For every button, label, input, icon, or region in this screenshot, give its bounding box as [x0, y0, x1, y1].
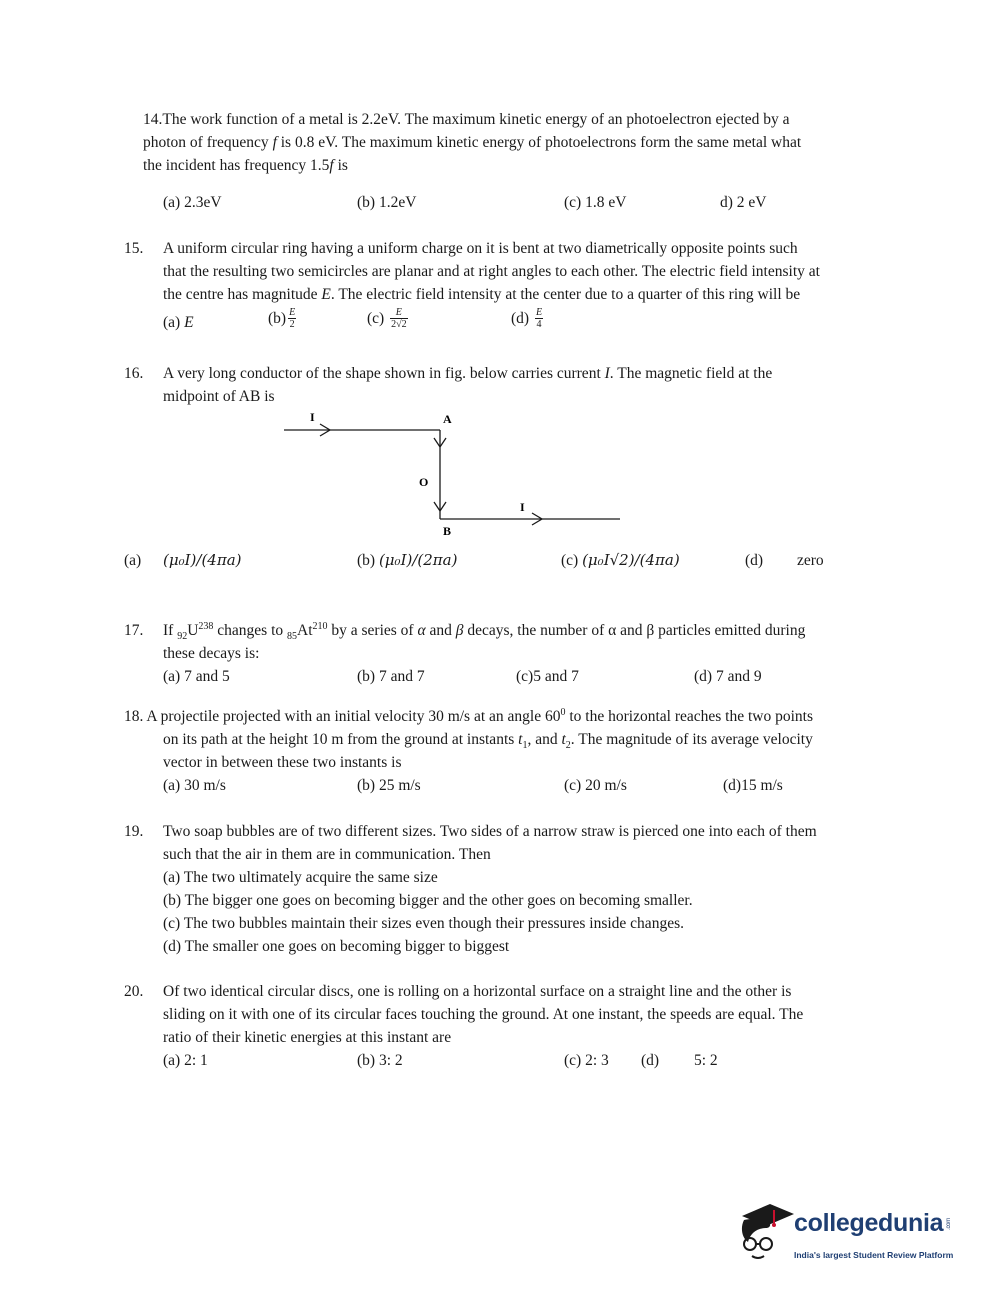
q16-line2: midpoint of AB is [163, 388, 275, 405]
t1-symbol: t [518, 731, 523, 748]
label-O: O [419, 475, 429, 489]
q16-option-c [561, 549, 680, 572]
q16-I: I [604, 365, 610, 382]
q20-option-d: 5: 2 [694, 1052, 718, 1069]
q14-text: photon of frequency [143, 134, 273, 151]
q16-conductor-figure [280, 405, 630, 540]
option-value: (μ₀I)/(2πa) [378, 551, 458, 569]
q14-f: f [272, 134, 277, 151]
collegedunia-logo [736, 1196, 966, 1266]
q18-option-b: (b) 25 m/s [357, 777, 421, 794]
option-label: (b) [268, 309, 287, 327]
t2-symbol: t [561, 731, 566, 748]
q17-line1 [163, 619, 805, 642]
q14-text: is [333, 157, 348, 174]
q17-line2: these decays is: [163, 645, 260, 662]
q20-line2: sliding on it with one of its circular faces touching the ground. At one instant, the speeds are equal. The [163, 1006, 804, 1023]
alpha-symbol: α [417, 622, 426, 639]
q17-option-d: (d) 7 and 9 [694, 668, 762, 685]
uranium-atomic-number: 92 [177, 631, 188, 643]
q16-text: A very long conductor of the shape shown in fig. below carries current [163, 365, 605, 382]
q16-option-d-label: (d) [745, 552, 764, 569]
q19-option-c: (c) The two bubbles maintain their sizes even though their pressures inside changes. [163, 915, 684, 932]
q18-text: to the horizontal reaches the two points [565, 708, 813, 725]
t1-subscript: 1 [522, 740, 528, 752]
uranium-mass-number: 238 [198, 620, 214, 632]
q18-text: 18. A projectile projected with an initial velocity 30 m/s at an angle 60 [124, 708, 561, 725]
option-value: (μ₀I√2)/(4πa) [582, 551, 680, 569]
q14-option-a: (a) 2.3eV [163, 194, 222, 211]
q20-line1: Of two identical circular discs, one is rolling on a horizontal surface on a straight line and the other is [163, 983, 792, 1000]
q15-E: E [321, 286, 331, 303]
q14-option-d: d) 2 eV [720, 194, 767, 211]
fraction [288, 307, 296, 330]
q15-text: . The electric field intensity at the center due to a quarter of this ring will be [330, 286, 801, 303]
q16-option-b [357, 549, 457, 572]
option-label: (a) [163, 314, 185, 331]
q14-line3 [143, 154, 348, 177]
denominator: 4 [536, 318, 542, 330]
q15-line3 [163, 283, 800, 306]
q19-option-a: (a) The two ultimately acquire the same size [163, 869, 438, 886]
q18-option-a: (a) 30 m/s [163, 777, 226, 794]
option-label: (d) [511, 309, 533, 327]
label-I-bottom: I [520, 500, 525, 514]
q15-option-a [163, 311, 194, 334]
astatine-atomic-number: 85 [287, 631, 298, 643]
option-label: (b) [357, 552, 379, 569]
q16-option-a: (μ₀I)/(4πa) [163, 551, 242, 569]
q17-text: If [163, 622, 178, 639]
fraction [390, 307, 408, 330]
q15-number: 15. [124, 240, 144, 257]
q20-option-c: (c) 2: 3 [564, 1052, 609, 1069]
q20-line3: ratio of their kinetic energies at this instant are [163, 1029, 452, 1046]
q14-f: f [329, 157, 334, 174]
q17-text: changes to [213, 622, 288, 639]
student-mascot-icon [736, 1200, 794, 1262]
q19-line2: such that the air in them are in communication. Then [163, 846, 491, 863]
logo-wordmark [794, 1209, 955, 1238]
astatine-mass-number: 210 [312, 620, 328, 632]
q19-line1: Two soap bubbles are of two different sizes. Two sides of a narrow straw is pierced one into each of them [163, 823, 817, 840]
q17-text: by a series of [327, 622, 418, 639]
q14-line1: 14.The work function of a metal is 2.2eV. The maximum kinetic energy of an photoelectron ejected by a [143, 111, 790, 128]
denominator: 2√2 [391, 318, 407, 330]
q15-option-b [268, 306, 296, 330]
option-label: (c) [367, 309, 389, 327]
logo-tagline: India's largest Student Review Platform [794, 1250, 954, 1260]
q19-number: 19. [124, 823, 144, 840]
q20-option-d-label: (d) [641, 1052, 660, 1069]
q19-option-b: (b) The bigger one goes on becoming bigger and the other goes on becoming smaller. [163, 892, 693, 909]
q18-line2 [163, 728, 813, 751]
beta-symbol: β [455, 622, 464, 639]
q20-number: 20. [124, 983, 144, 1000]
q18-line3: vector in between these two instants is [163, 754, 402, 771]
q15-line1: A uniform circular ring having a uniform charge on it is bent at two diametrically opposite points such [163, 240, 798, 257]
label-A: A [443, 412, 452, 426]
q16-number: 16. [124, 365, 144, 382]
q17-option-a: (a) 7 and 5 [163, 668, 230, 685]
q14-option-c: (c) 1.8 eV [564, 194, 627, 211]
t2-subscript: 2 [565, 740, 571, 752]
option-label: (c) [561, 552, 583, 569]
q15-option-d [511, 306, 543, 330]
q15-line2: that the resulting two semicircles are planar and at right angles to each other. The electric field intensity at [163, 263, 820, 280]
logo-name: collegedunia [794, 1209, 944, 1237]
option-value: E [184, 314, 194, 331]
q18-text: , and [527, 731, 562, 748]
q19-option-d: (d) The smaller one goes on becoming bigger to biggest [163, 938, 510, 955]
label-B: B [443, 524, 452, 538]
q16-option-d: zero [797, 552, 824, 569]
q17-text: and [425, 622, 456, 639]
q16-line1 [163, 362, 772, 385]
numerator: E [289, 306, 296, 318]
q18-option-c: (c) 20 m/s [564, 777, 627, 794]
q16-option-a-label: (a) [124, 552, 142, 569]
uranium-symbol: U [187, 622, 199, 639]
q14-line2 [143, 131, 801, 154]
numerator: E [535, 306, 543, 318]
q17-option-c: (c)5 and 7 [516, 668, 579, 685]
degree-superscript: 0 [560, 706, 566, 718]
q17-text: decays, the number of α and β particles emitted during [463, 622, 806, 639]
q18-line1 [124, 705, 813, 728]
q18-option-d: (d)15 m/s [723, 777, 783, 794]
q16-text: . The magnetic field at the [609, 365, 773, 382]
logo-suffix: .com [946, 1218, 953, 1231]
q17-number: 17. [124, 622, 144, 639]
label-I-top: I [310, 410, 315, 424]
q14-text: is 0.8 eV. The maximum kinetic energy of photoelectrons form the same metal what [276, 134, 802, 151]
q18-text: . The magnitude of its average velocity [570, 731, 813, 748]
q14-text: the incident has frequency 1.5 [143, 157, 330, 174]
denominator: 2 [289, 318, 295, 330]
astatine-symbol: At [297, 622, 313, 639]
q17-option-b: (b) 7 and 7 [357, 668, 425, 685]
fraction [535, 307, 543, 330]
q18-text: on its path at the height 10 m from the ground at instants [163, 731, 519, 748]
numerator: E [390, 307, 408, 319]
q14-option-b: (b) 1.2eV [357, 194, 417, 211]
q20-option-b: (b) 3: 2 [357, 1052, 403, 1069]
q15-text: the centre has magnitude [163, 286, 322, 303]
q15-option-c [367, 306, 408, 330]
q20-option-a: (a) 2: 1 [163, 1052, 208, 1069]
